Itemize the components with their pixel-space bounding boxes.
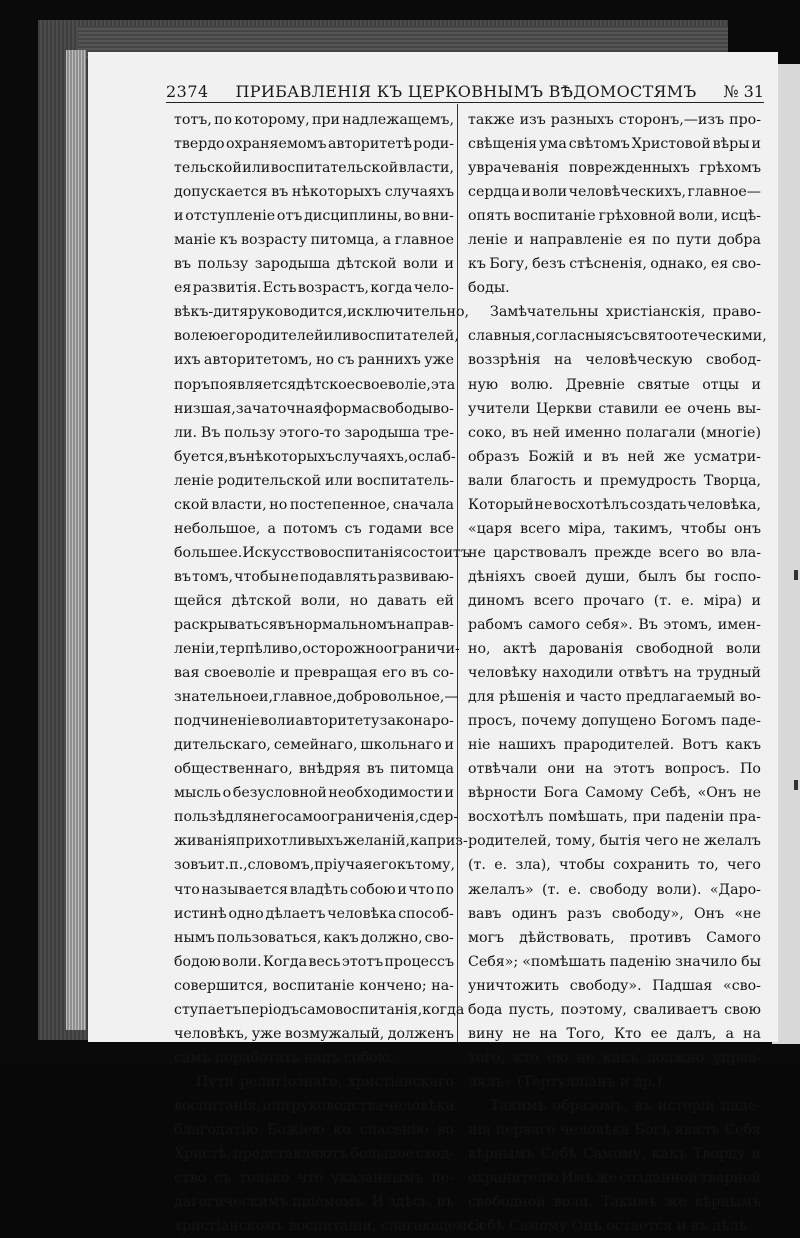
text-line: въ пользу зародыша дѣтской воли и	[174, 256, 454, 273]
text-line: къ Богу, безъ стѣсненія, однако, ея сво-	[468, 256, 761, 273]
text-line: ніе нашихъ прародителей. Вотъ какъ	[468, 737, 761, 754]
text-line: нія перваго человѣка Богъ явилъ Себя	[468, 1121, 761, 1138]
text-line: подчиненіе воли авторитету закона ро-	[174, 713, 454, 730]
text-line: также изъ разныхъ сторонъ,—изъ про-	[468, 112, 761, 128]
text-line: дительскаго, семейнаго, школьнаго и	[174, 737, 454, 754]
text-line: совершится, воспитаніе кончено; на-	[174, 977, 454, 994]
page-edge-mark	[794, 570, 798, 580]
text-line: бодою воли. Когда весь этотъ процессъ	[174, 953, 454, 970]
text-line: ихъ авторитетомъ, но съ раннихъ уже	[174, 352, 454, 369]
page-edges	[66, 50, 86, 1030]
text-line: Христѣ, представляютъ большое сход-	[174, 1146, 454, 1163]
text-line: знательное и, главное, добровольное,—	[174, 689, 459, 706]
text-line: щейся дѣтской воли, но давать ей	[174, 592, 454, 609]
text-line: вѣкъ-дитя руководится, исключительно,	[174, 304, 470, 321]
text-line: сердца и воли человѣческихъ, главное—	[468, 184, 761, 201]
page-edge-mark	[794, 780, 798, 790]
text-line: уврачеванія поврежденныхъ грѣхомъ	[468, 160, 761, 177]
text-line: вѣрности Бога Самому Себѣ, «Онъ не	[468, 785, 761, 802]
text-line: леніи, терпѣливо, осторожно ограничи-	[174, 641, 460, 658]
text-line: вая своеволіе и превращая его въ со-	[174, 665, 454, 682]
page-number: 2374	[166, 82, 209, 101]
text-line: человѣку находили отвѣтъ на трудный	[468, 665, 761, 682]
text-line: вавъ одинъ разъ свободу», Онъ «не	[468, 905, 761, 922]
text-line: «царя всего міра, такимъ, чтобы онъ	[468, 520, 761, 537]
text-line: боды.	[468, 280, 510, 297]
text-line: Замѣчательны христіанскія, право-	[490, 304, 761, 321]
text-line: раскрываться въ нормальномъ направ-	[174, 616, 454, 633]
text-line: пользѣ для него самоограниченія, сдер-	[174, 809, 459, 826]
text-line: что называется владѣть собою и что по	[174, 881, 454, 898]
right-column	[468, 108, 767, 1238]
text-line: могъ дѣйствовать, противъ Самого	[468, 929, 761, 946]
text-line: зовъ и т. п., словомъ, пріучая его къ тому,	[174, 857, 456, 874]
text-line: желалъ» (т. е. свободу воли). «Даро-	[468, 881, 761, 898]
text-line: Такимъ образомъ, въ исторіи паде-	[490, 1097, 761, 1114]
running-title: ПРИБАВЛЕНІЯ КЪ ЦЕРКОВНЫМЪ ВѢДОМОСТЯМЪ	[235, 82, 697, 101]
text-line: низшая, зачаточная форма свободы во-	[174, 400, 454, 417]
text-line: вину не на Того, Кто ее далъ, а на	[468, 1025, 761, 1042]
text-line: благодатію Божіею ко спасенію во	[174, 1121, 454, 1138]
text-line: опять воспитаніе грѣховной воли, исцѣ-	[468, 208, 761, 225]
text-line: тельской или воспитательской власти,	[174, 160, 454, 177]
text-line: человѣкъ, уже возмужалый, долженъ	[174, 1025, 454, 1042]
text-line: буется, въ нѣкоторыхъ случаяхъ, ослаб-	[174, 448, 456, 465]
text-line: рабомъ самого себя». Въ этомъ, имен-	[468, 616, 761, 633]
text-line: и отступленіе отъ дисциплины, во вни-	[174, 208, 454, 225]
text-line: леніе родительской или воспитатель-	[174, 472, 454, 489]
page-header	[166, 78, 764, 104]
text-line: христіанскомъ воспитаніи, слагающемся	[174, 1218, 485, 1235]
left-column	[174, 108, 485, 1238]
text-line: свѣщенія ума свѣтомъ Христовой вѣры и	[468, 136, 761, 153]
column-divider	[457, 104, 458, 1042]
text-line: живанія прихотливыхъ желаній, каприз-	[174, 833, 468, 850]
text-line: истинѣ одно дѣлаетъ человѣка способ-	[174, 905, 454, 922]
text-line: большее. Искусство воспитанія состоитъ	[174, 544, 470, 561]
text-line: нымъ пользоваться, какъ должно, сво-	[174, 929, 454, 946]
text-line: славныя, согласныя съ святоотеческими,	[468, 328, 767, 345]
text-line: ея развитія. Есть возрастъ, когда чело-	[174, 280, 454, 297]
text-line: воспитанія, или руководства человѣка	[174, 1097, 454, 1114]
text-line: небольшое, а потомъ съ годами все	[174, 520, 454, 537]
text-line: самъ поработать надъ собою.	[174, 1049, 395, 1066]
text-line: поръ появляется дѣтское своеволіе, эта	[174, 376, 456, 393]
text-line: волею его родителей или воспитателей,	[174, 328, 459, 345]
text-line: Себя»; «помѣшать паденію значило бы	[468, 953, 761, 970]
text-line: образъ Божій и въ ней же усматри-	[468, 448, 761, 465]
text-line: вѣрнымъ Себѣ Самому, какъ Творцу и	[468, 1146, 761, 1163]
header-rule	[166, 102, 764, 103]
text-line: мысль о безусловной необходимости и	[174, 785, 454, 802]
text-line: свободной воли. Такимъ же вѣрнымъ	[468, 1194, 761, 1211]
text-line: но, актѣ дарованія свободной воли	[468, 641, 761, 658]
book-page	[88, 52, 778, 1235]
text-line: въ томъ, чтобы не подавлять развиваю-	[174, 568, 454, 585]
text-line: ство съ только что указаннымъ пе-	[174, 1170, 454, 1187]
text-line: бода пусть, поэтому, сваливаетъ свою	[468, 1001, 761, 1018]
text-line: общественнаго, внѣдряя въ питомца	[174, 761, 454, 778]
text-line: соко, въ ней именно полагали (многіе)	[468, 424, 761, 441]
text-line: того, кто ею не какъ должно управ-	[468, 1049, 761, 1066]
issue-number: № 31	[723, 82, 764, 101]
text-line: для рѣшенія и часто предлагаемый во-	[468, 689, 761, 706]
text-line: Который не восхотѣлъ создать человѣка,	[468, 496, 761, 513]
text-line: дѣніяхъ своей души, былъ бы госпо-	[468, 568, 761, 585]
text-line: воззрѣнія на человѣческую свобод-	[468, 352, 761, 369]
text-line: ступаетъ періодъ самовоспитанія, когда	[174, 1001, 465, 1018]
text-line: лялъ» (Тертулліанъ и др.).	[468, 1073, 667, 1090]
text-line: учители Церкви ставили ее очень вы-	[468, 400, 761, 417]
text-line: охранителю Имъ же созданной тварной	[468, 1170, 761, 1187]
text-line: дагогическимъ пріемомъ. И здѣсь, въ	[174, 1194, 454, 1211]
text-line: родителей, тому, бытія чего не желалъ	[468, 833, 761, 850]
text-line: леніе и направленіе ея по пути добра	[468, 232, 761, 249]
text-line: ли. Въ пользу этого-то зародыша тре-	[174, 424, 454, 441]
text-line: просъ, почему допущено Богомъ паде-	[468, 713, 761, 730]
text-line: не царствовалъ прежде всего во вла-	[468, 544, 761, 561]
text-line: восхотѣлъ помѣшать, при паденіи пра-	[468, 809, 761, 826]
text-line: вали благость и премудрость Творца,	[468, 472, 761, 489]
text-line: отвѣчали они на этотъ вопросъ. По	[468, 761, 761, 778]
text-line: ской власти, но постепенное, сначала	[174, 496, 454, 513]
text-line: допускается въ нѣкоторыхъ случаяхъ	[174, 184, 454, 201]
text-line: уничтожить свободу». Падшая «сво-	[468, 977, 761, 994]
text-line: ную волю. Древніе святые отцы и	[468, 376, 761, 393]
text-line: маніе къ возрасту питомца, а главное	[174, 232, 454, 249]
text-line: (т. е. зла), чтобы сохранить то, чего	[468, 857, 761, 874]
text-line: диномъ всего прочаго (т. е. міра) и	[468, 592, 761, 609]
text-line: Пути религіознаго, христіанскаго	[196, 1073, 454, 1090]
text-line: твердо охраняемомъ авторитетѣ роди-	[174, 136, 454, 153]
text-line: Себѣ Самому Онъ остается и въ дѣлѣ	[468, 1218, 748, 1235]
text-line: тотъ, по которому, при надлежащемъ,	[174, 112, 454, 128]
